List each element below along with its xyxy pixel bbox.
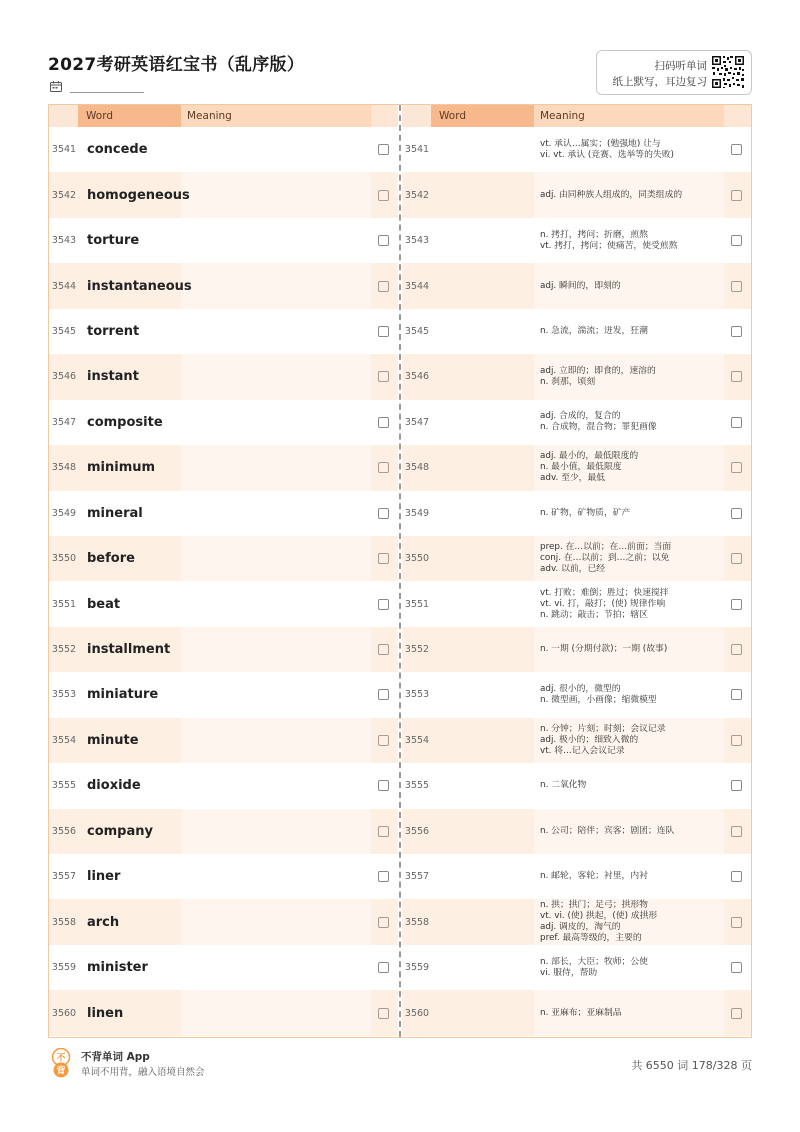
checkbox[interactable]: [731, 553, 742, 564]
checkbox[interactable]: [378, 599, 389, 610]
checkbox[interactable]: [378, 689, 389, 700]
checkbox[interactable]: [378, 417, 389, 428]
word-number: 3542: [51, 189, 77, 201]
meaning-rows: [402, 127, 751, 1036]
page-info: 共 6550 词 178/328 页: [631, 1059, 752, 1072]
table-row: [402, 172, 751, 217]
meaning-blank-cell[interactable]: [181, 218, 371, 263]
meaning-blank-cell[interactable]: [181, 945, 371, 990]
word-text: mineral: [87, 505, 143, 521]
checkbox[interactable]: [378, 508, 389, 519]
word-number: 3541: [404, 144, 430, 156]
checkbox[interactable]: [378, 871, 389, 882]
word-number: 3556: [51, 825, 77, 837]
word-text: beat: [87, 596, 121, 612]
word-number: 3547: [404, 416, 430, 428]
meaning-text: adj. 瞬间的，即刻的: [540, 280, 621, 291]
qr-line2: 纸上默写，耳边复习: [612, 76, 707, 88]
page-title: 2027考研英语红宝书（乱序版）: [48, 55, 305, 75]
table-row: [402, 309, 751, 354]
meaning-text: adj. 很小的，微型的 n. 微型画，小画像；缩微模型: [540, 683, 657, 705]
table-row: [402, 718, 751, 763]
table-row: [402, 491, 751, 536]
word-text: torrent: [87, 323, 140, 339]
word-rows: [49, 127, 398, 1036]
header-word-label: Word: [78, 105, 181, 127]
word-text: minimum: [87, 460, 156, 476]
qr-caption: [613, 58, 708, 90]
word-text: linen: [87, 1005, 124, 1021]
word-text: concede: [87, 142, 148, 158]
page-header: [48, 48, 752, 98]
checkbox[interactable]: [378, 735, 389, 746]
meaning-blank-cell[interactable]: [181, 127, 371, 172]
word-number: 3559: [404, 962, 430, 974]
meaning-text: n. 部长，大臣；牧师；公使 vi. 服侍，帮助: [540, 956, 648, 978]
table-row: [402, 400, 751, 445]
word-text: before: [87, 551, 135, 567]
word-number: 3548: [51, 462, 77, 474]
meaning-blank-cell[interactable]: [181, 990, 371, 1035]
meaning-blank-cell[interactable]: [181, 172, 371, 217]
meaning-blank-cell[interactable]: [181, 263, 371, 308]
table-row: [402, 581, 751, 626]
checkbox[interactable]: [731, 508, 742, 519]
app-name: 不背单词 App: [81, 1051, 150, 1063]
word-text: torture: [87, 233, 140, 249]
checkbox[interactable]: [378, 962, 389, 973]
word-text: miniature: [87, 687, 159, 703]
checkbox[interactable]: [731, 1008, 742, 1019]
qr-line1: 扫码听单词: [654, 60, 707, 72]
table-row: [49, 854, 398, 899]
meaning-blank-cell[interactable]: [181, 309, 371, 354]
meaning-text: vt. 承认…属实；(勉强地) 让与 vi. vt. 承认 (竞赛、选举等的失败): [540, 138, 674, 160]
table-row: [402, 854, 751, 899]
word-number: 3544: [404, 280, 430, 292]
word-text: dioxide: [87, 778, 141, 794]
word-number: 3555: [404, 780, 430, 792]
table-row: [402, 990, 751, 1035]
meaning-blank-cell[interactable]: [181, 354, 371, 399]
meaning-blank-cell[interactable]: [181, 899, 371, 944]
table-row: [402, 536, 751, 581]
checkbox[interactable]: [731, 462, 742, 473]
table-row: [49, 809, 398, 854]
word-number: 3560: [404, 1007, 430, 1019]
table-row: [402, 627, 751, 672]
meaning-blank-cell[interactable]: [181, 809, 371, 854]
checkbox[interactable]: [378, 281, 389, 292]
table-row: [49, 581, 398, 626]
word-number: 3547: [51, 416, 77, 428]
checkbox[interactable]: [378, 553, 389, 564]
checkbox[interactable]: [731, 735, 742, 746]
meaning-text: n. 拷打，拷问；折磨，煎熬 vt. 拷打，拷问；使痛苦，使受煎熬: [540, 229, 678, 251]
word-text: instant: [87, 369, 139, 385]
checkbox[interactable]: [731, 281, 742, 292]
table-row: [49, 218, 398, 263]
meaning-blank-cell[interactable]: [181, 445, 371, 490]
checkbox[interactable]: [731, 599, 742, 610]
word-text: installment: [87, 642, 171, 658]
header-word-label: Word: [431, 105, 534, 127]
header-meaning-label: Meaning: [181, 105, 371, 127]
table-row: [49, 127, 398, 172]
word-number: 3556: [404, 825, 430, 837]
table-row: [49, 672, 398, 717]
meaning-text: n. 矿物，矿物质，矿产: [540, 507, 631, 518]
checkbox[interactable]: [378, 826, 389, 837]
meaning-text: adj. 由同种族人组成的，同类组成的: [540, 189, 683, 200]
meaning-text: vt. 打败；难倒；胜过；快速搅拌 vt. vi. 打，敲打；(使) 规律作响 n. 跳动；敲击；节拍；辖区: [540, 587, 669, 620]
word-number: 3543: [404, 235, 430, 247]
word-number: 3549: [404, 507, 430, 519]
word-text: homogeneous: [87, 187, 190, 203]
checkbox[interactable]: [378, 326, 389, 337]
calendar-icon: [50, 81, 62, 92]
checkbox[interactable]: [378, 644, 389, 655]
meaning-blank-cell[interactable]: [181, 491, 371, 536]
word-number: 3550: [51, 553, 77, 565]
table-row: [49, 400, 398, 445]
word-number: 3541: [51, 144, 77, 156]
word-text: arch: [87, 914, 120, 930]
checkbox[interactable]: [731, 826, 742, 837]
table-row: [402, 899, 751, 944]
checkbox[interactable]: [731, 371, 742, 382]
table-row: [402, 809, 751, 854]
word-number: 3559: [51, 962, 77, 974]
meaning-blank-cell[interactable]: [181, 672, 371, 717]
table-row: [49, 627, 398, 672]
table-row: [49, 945, 398, 990]
meaning-blank-cell[interactable]: [181, 627, 371, 672]
page-footer: [48, 1048, 752, 1080]
word-text: minister: [87, 960, 148, 976]
meaning-text: n. 二氧化物: [540, 780, 587, 791]
meaning-column: [402, 105, 751, 1037]
word-number: 3552: [51, 644, 77, 656]
date-field[interactable]: [48, 80, 148, 94]
checkbox[interactable]: [378, 917, 389, 928]
vocabulary-sheet: [48, 104, 752, 1038]
word-number: 3557: [51, 871, 77, 883]
table-row: [402, 127, 751, 172]
word-number: 3551: [51, 598, 77, 610]
meaning-blank-cell[interactable]: [181, 763, 371, 808]
meaning-text: n. 拱；拱门；足弓；拱形物 vt. vi. (使) 拱起，(使) 成拱形 adj. 调皮的，淘气的 pref. 最高等级的，主要的: [540, 900, 658, 944]
word-text: instantaneous: [87, 278, 192, 294]
meaning-text: adj. 合成的，复合的 n. 合成物，混合物；罪犯画像: [540, 411, 657, 433]
word-text: minute: [87, 732, 139, 748]
word-number: 3555: [51, 780, 77, 792]
app-slogan: 单词不用背，融入语境自然会: [81, 1067, 205, 1078]
meaning-text: n. 邮轮，客轮；衬里，内衬: [540, 871, 648, 882]
checkbox[interactable]: [378, 462, 389, 473]
checkbox[interactable]: [731, 689, 742, 700]
checkbox[interactable]: [731, 962, 742, 973]
meaning-blank-cell[interactable]: [181, 536, 371, 581]
meaning-text: adj. 立即的；即食的，速溶的 n. 刹那，顷刻: [540, 365, 656, 387]
meaning-text: prep. 在…以前；在…前面；当面 conj. 在…以前；到…之前；以免 adv. 以前，已经: [540, 542, 672, 575]
word-number: 3553: [51, 689, 77, 701]
header-check-cell: [724, 105, 751, 127]
word-number: 3548: [404, 462, 430, 474]
word-text: company: [87, 823, 153, 839]
checkbox[interactable]: [378, 144, 389, 155]
table-row: [49, 763, 398, 808]
meaning-blank-cell[interactable]: [181, 400, 371, 445]
table-row: [49, 491, 398, 536]
table-row: [49, 263, 398, 308]
word-number: 3543: [51, 235, 77, 247]
meaning-text: n. 公司；陪伴；宾客；剧团；连队: [540, 825, 675, 836]
meaning-blank-cell[interactable]: [181, 581, 371, 626]
table-row: [49, 445, 398, 490]
word-number: 3552: [404, 644, 430, 656]
word-text: liner: [87, 869, 121, 885]
checkbox[interactable]: [731, 326, 742, 337]
checkbox[interactable]: [731, 235, 742, 246]
word-number: 3546: [404, 371, 430, 383]
word-number: 3553: [404, 689, 430, 701]
word-number: 3546: [51, 371, 77, 383]
checkbox[interactable]: [378, 371, 389, 382]
checkbox[interactable]: [731, 871, 742, 882]
meaning-blank-cell[interactable]: [181, 718, 371, 763]
date-underline: [70, 92, 144, 93]
word-column-header: [49, 105, 398, 127]
checkbox[interactable]: [731, 780, 742, 791]
table-row: [49, 990, 398, 1035]
app-logo-icon: [50, 1048, 72, 1078]
table-row: [402, 945, 751, 990]
header-check-cell: [371, 105, 398, 127]
checkbox[interactable]: [731, 417, 742, 428]
table-row: [402, 445, 751, 490]
checkbox[interactable]: [731, 917, 742, 928]
table-row: [49, 172, 398, 217]
word-number: 3554: [404, 734, 430, 746]
table-row: [49, 354, 398, 399]
word-number: 3551: [404, 598, 430, 610]
checkbox[interactable]: [731, 190, 742, 201]
word-number: 3550: [404, 553, 430, 565]
word-number: 3545: [404, 325, 430, 337]
meaning-text: n. 分钟；片刻；时刻；会议记录 adj. 极小的；细致入微的 vt. 将…记入会议记录: [540, 723, 666, 756]
word-text: composite: [87, 414, 163, 430]
checkbox[interactable]: [378, 1008, 389, 1019]
table-row: [49, 718, 398, 763]
word-number: 3549: [51, 507, 77, 519]
table-row: [402, 263, 751, 308]
meaning-text: n. 亚麻布；亚麻制品: [540, 1007, 622, 1018]
table-row: [402, 672, 751, 717]
table-row: [49, 536, 398, 581]
checkbox[interactable]: [378, 235, 389, 246]
word-number: 3544: [51, 280, 77, 292]
word-number: 3558: [404, 916, 430, 928]
word-number: 3554: [51, 734, 77, 746]
qr-panel[interactable]: [596, 50, 752, 95]
meaning-blank-cell[interactable]: [181, 854, 371, 899]
meaning-text: n. 一期 (分期付款)；一期 (故事): [540, 644, 668, 655]
word-number: 3558: [51, 916, 77, 928]
logo-char-bottom: 背: [56, 1066, 66, 1077]
word-column: [49, 105, 398, 1037]
qr-code-icon[interactable]: [711, 55, 745, 89]
meaning-text: n. 急流，湍流；迸发，狂潮: [540, 325, 648, 336]
checkbox[interactable]: [731, 644, 742, 655]
word-number: 3557: [404, 871, 430, 883]
table-row: [402, 354, 751, 399]
logo-char-top: 不: [56, 1053, 66, 1064]
checkbox[interactable]: [731, 144, 742, 155]
word-number: 3542: [404, 189, 430, 201]
word-number: 3545: [51, 325, 77, 337]
checkbox[interactable]: [378, 190, 389, 201]
meaning-column-header: [402, 105, 751, 127]
checkbox[interactable]: [378, 780, 389, 791]
table-row: [402, 763, 751, 808]
meaning-text: adj. 最小的，最低限度的 n. 最小值，最低限度 adv. 至少，最低: [540, 451, 639, 484]
table-row: [49, 899, 398, 944]
table-row: [49, 309, 398, 354]
header-meaning-label: Meaning: [534, 105, 724, 127]
fold-divider: [399, 105, 401, 1037]
word-number: 3560: [51, 1007, 77, 1019]
table-row: [402, 218, 751, 263]
